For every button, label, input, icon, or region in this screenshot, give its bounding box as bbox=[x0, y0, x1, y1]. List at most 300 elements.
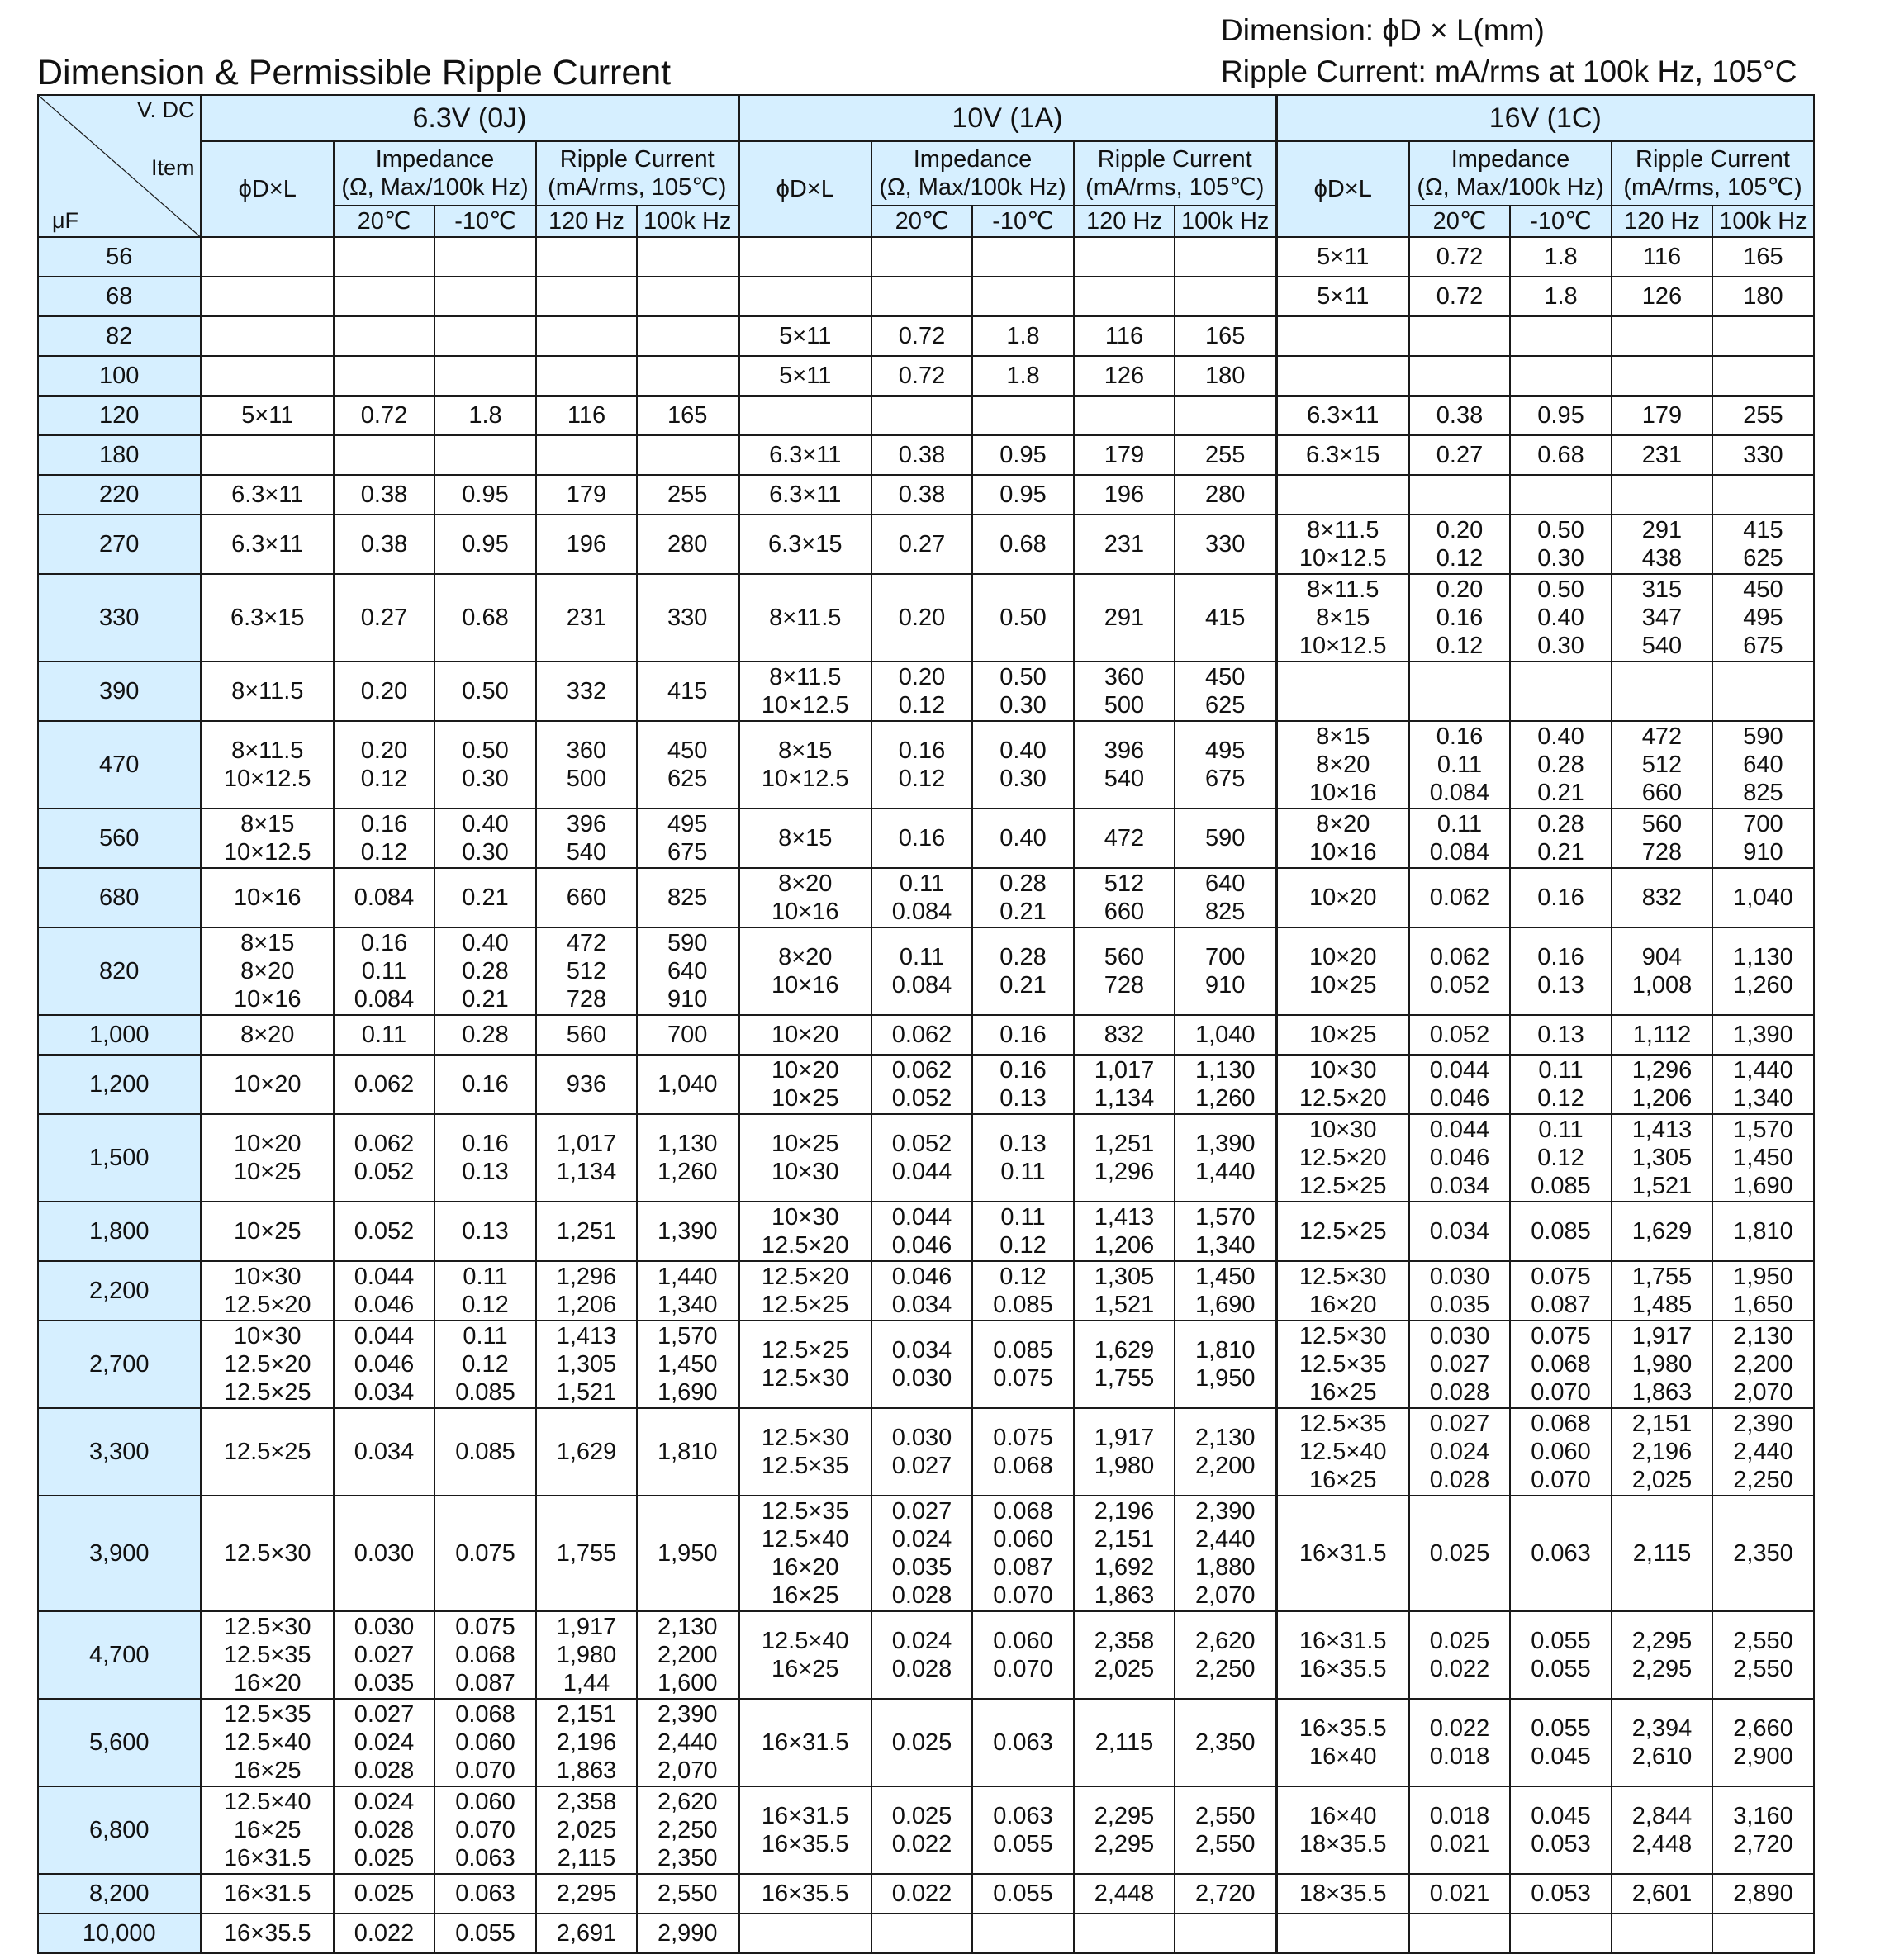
cell-value: 330 bbox=[1205, 531, 1246, 557]
cell-value: 1,521 bbox=[556, 1379, 617, 1406]
cell-value: 2,601 bbox=[1631, 1880, 1693, 1907]
cell-value: 0.063 bbox=[455, 1880, 515, 1907]
cell-value: 0.084 bbox=[1429, 780, 1490, 806]
cell-value: 1,880 bbox=[1194, 1554, 1256, 1581]
cell-value: 472 bbox=[1104, 825, 1145, 851]
cell-value: 0.052 bbox=[354, 1218, 415, 1245]
cell-value: 1,810 bbox=[1733, 1218, 1793, 1245]
impedance-20c-cell bbox=[871, 1321, 972, 1408]
impedance-minus10c-cell bbox=[1510, 316, 1612, 356]
cell-value: 1.8 bbox=[1544, 244, 1578, 270]
size-cell bbox=[738, 356, 871, 396]
cell-value: 1.8 bbox=[468, 402, 502, 429]
cell-value: 0.052 bbox=[1429, 1021, 1490, 1048]
cell-value: 12.5×25 bbox=[223, 1379, 311, 1406]
cell-value: 0.052 bbox=[891, 1085, 952, 1112]
impedance-minus10c-cell bbox=[972, 356, 1074, 396]
cell-value: 0.11 bbox=[899, 944, 945, 970]
cell-value: 560 bbox=[1104, 944, 1145, 970]
cell-value: 12.5×40 bbox=[761, 1526, 849, 1553]
ripple-100khz-cell bbox=[1175, 1321, 1276, 1408]
impedance-20c-cell bbox=[1409, 574, 1510, 662]
cell-value: 0.40 bbox=[1537, 605, 1584, 631]
cell-value: 1,251 bbox=[1094, 1131, 1155, 1157]
impedance-minus10c-cell bbox=[1510, 1015, 1612, 1055]
table-row bbox=[38, 515, 1814, 574]
capacitance-cell: 220 bbox=[38, 475, 201, 515]
impedance-20c-cell bbox=[334, 277, 434, 316]
ripple-100khz-cell bbox=[1175, 927, 1276, 1015]
cell-value: 472 bbox=[566, 930, 607, 956]
cell-value: 2,196 bbox=[1631, 1439, 1693, 1465]
impedance-minus10c-cell bbox=[1510, 277, 1612, 316]
cell-value: 16×20 bbox=[772, 1554, 839, 1581]
impedance-20c-cell bbox=[334, 316, 434, 356]
cell-value: 8×11.5 bbox=[769, 605, 842, 631]
ripple-header bbox=[536, 141, 738, 206]
freq-100khz-header: 100k Hz bbox=[637, 206, 738, 237]
cell-value: 1,390 bbox=[1194, 1131, 1256, 1157]
cell-value: 12.5×40 bbox=[223, 1729, 311, 1756]
impedance-20c-cell bbox=[1409, 1114, 1510, 1202]
cell-value: 675 bbox=[1205, 766, 1246, 792]
cell-value: 0.12 bbox=[1537, 1085, 1584, 1112]
impedance-20c-cell bbox=[334, 662, 434, 721]
impedance-minus10c-cell bbox=[1510, 1611, 1612, 1699]
cell-value: 0.035 bbox=[354, 1670, 415, 1696]
table-row bbox=[38, 1408, 1814, 1496]
cell-value: 1,305 bbox=[556, 1351, 617, 1378]
cell-value: 18×35.5 bbox=[1299, 1831, 1387, 1857]
cell-value: 0.027 bbox=[1429, 1411, 1490, 1437]
cell-value: 0.063 bbox=[993, 1803, 1053, 1829]
cell-value: 1,305 bbox=[1094, 1264, 1155, 1290]
cell-value: 472 bbox=[1641, 723, 1683, 750]
impedance-minus10c-cell bbox=[434, 356, 536, 396]
cell-value: 126 bbox=[1641, 283, 1683, 310]
cell-value: 910 bbox=[1205, 972, 1246, 998]
cell-value: 255 bbox=[1205, 442, 1246, 468]
cell-value: 0.025 bbox=[354, 1845, 415, 1871]
impedance-minus10c-cell bbox=[1510, 1114, 1612, 1202]
impedance-20c-cell bbox=[1409, 1914, 1510, 1953]
capacitance-cell: 3,300 bbox=[38, 1408, 201, 1496]
cell-value: 0.025 bbox=[1429, 1628, 1490, 1654]
cell-value: 0.034 bbox=[354, 1379, 415, 1406]
cell-value: 0.72 bbox=[360, 402, 408, 429]
ripple-100khz-cell bbox=[1175, 1408, 1276, 1496]
ripple-120hz-cell bbox=[1074, 277, 1175, 316]
table-row bbox=[38, 1261, 1814, 1321]
impedance-minus10c-cell bbox=[972, 868, 1074, 927]
ripple-120hz-cell bbox=[1612, 277, 1712, 316]
cell-value: 16×35.5 bbox=[1299, 1656, 1387, 1682]
impedance-20c-cell bbox=[334, 1114, 434, 1202]
size-cell bbox=[1276, 277, 1409, 316]
table-row bbox=[38, 1015, 1814, 1055]
cell-value: 910 bbox=[667, 986, 708, 1013]
ripple-120hz-cell bbox=[1074, 396, 1175, 435]
size-cell bbox=[201, 1114, 334, 1202]
cell-value: 0.028 bbox=[891, 1656, 952, 1682]
cell-value: 2,390 bbox=[1194, 1498, 1256, 1525]
cell-value: 1,650 bbox=[1733, 1292, 1793, 1318]
table-row bbox=[38, 435, 1814, 475]
size-cell bbox=[738, 1611, 871, 1699]
cell-value: 12.5×40 bbox=[1299, 1439, 1387, 1465]
size-cell bbox=[1276, 1114, 1409, 1202]
cell-value: 0.025 bbox=[891, 1729, 952, 1756]
cell-value: 0.11 bbox=[1436, 752, 1483, 778]
ripple-120hz-cell bbox=[1074, 356, 1175, 396]
cell-value: 10×16 bbox=[772, 972, 839, 998]
cell-value: 560 bbox=[1641, 811, 1683, 837]
cell-value: 2,130 bbox=[1733, 1323, 1793, 1349]
spec-table bbox=[37, 94, 1815, 1954]
table-row bbox=[38, 1202, 1814, 1261]
impedance-20c-cell bbox=[871, 1611, 972, 1699]
cell-value: 2,610 bbox=[1631, 1743, 1693, 1770]
cell-value: 16×35.5 bbox=[223, 1920, 311, 1947]
cell-value: 10×16 bbox=[234, 986, 302, 1013]
freq-100khz-header: 100k Hz bbox=[1175, 206, 1276, 237]
cell-value: 255 bbox=[1743, 402, 1783, 429]
impedance-20c-cell bbox=[334, 574, 434, 662]
cell-value: 0.034 bbox=[891, 1292, 952, 1318]
cell-value: 1,440 bbox=[1733, 1057, 1793, 1084]
ripple-100khz-cell bbox=[1175, 574, 1276, 662]
impedance-20c-cell bbox=[334, 721, 434, 809]
ripple-120hz-cell bbox=[536, 662, 637, 721]
size-cell bbox=[1276, 662, 1409, 721]
cell-value: 0.16 bbox=[360, 930, 408, 956]
cell-value: 332 bbox=[566, 678, 607, 704]
cell-value: 0.063 bbox=[455, 1845, 515, 1871]
ripple-100khz-cell bbox=[1712, 237, 1814, 277]
impedance-minus10c-cell bbox=[1510, 1055, 1612, 1114]
size-cell bbox=[1276, 1496, 1409, 1611]
impedance-20c-cell bbox=[1409, 1408, 1510, 1496]
cell-value: 2,358 bbox=[556, 1789, 617, 1815]
cell-value: 2,196 bbox=[1094, 1498, 1155, 1525]
cell-value: 0.21 bbox=[999, 972, 1047, 998]
cell-value: 180 bbox=[1205, 362, 1246, 389]
impedance-minus10c-cell bbox=[972, 721, 1074, 809]
impedance-minus10c-cell bbox=[434, 662, 536, 721]
cell-value: 2,720 bbox=[1733, 1831, 1793, 1857]
size-cell bbox=[201, 316, 334, 356]
impedance-20c-cell bbox=[1409, 868, 1510, 927]
capacitance-cell: 100 bbox=[38, 356, 201, 396]
impedance-20c-cell bbox=[334, 515, 434, 574]
ripple-100khz-cell bbox=[637, 1611, 738, 1699]
impedance-minus10c-cell bbox=[434, 868, 536, 927]
cell-value: 6.3×11 bbox=[1307, 402, 1379, 429]
dxl-header: ϕD×L bbox=[1276, 141, 1409, 237]
ripple-120hz-cell bbox=[1612, 1914, 1712, 1953]
ripple-100khz-cell bbox=[1175, 1914, 1276, 1953]
cell-value: 0.27 bbox=[1436, 442, 1484, 468]
cell-value: 2,448 bbox=[1094, 1880, 1155, 1907]
impedance-minus10c-cell bbox=[1510, 662, 1612, 721]
cell-value: 1,296 bbox=[556, 1264, 617, 1290]
cell-value: 2,295 bbox=[1094, 1831, 1155, 1857]
cell-value: 2,115 bbox=[557, 1845, 616, 1871]
cell-value: 2,025 bbox=[1631, 1467, 1693, 1493]
cell-value: 700 bbox=[667, 1021, 708, 1048]
cell-value: 2,070 bbox=[657, 1757, 718, 1784]
size-cell bbox=[201, 1496, 334, 1611]
cell-value: 1,413 bbox=[556, 1323, 617, 1349]
cell-value: 10×12.5 bbox=[223, 839, 311, 866]
impedance-minus10c-cell bbox=[972, 396, 1074, 435]
cell-value: 0.084 bbox=[354, 885, 415, 911]
ripple-120hz-cell bbox=[1612, 1699, 1712, 1786]
size-cell bbox=[201, 1786, 334, 1874]
cell-value: 1,260 bbox=[1194, 1085, 1256, 1112]
cell-value: 625 bbox=[667, 766, 708, 792]
ripple-100khz-cell bbox=[637, 1114, 738, 1202]
cell-value: 116 bbox=[1642, 244, 1682, 270]
ripple-120hz-cell bbox=[1074, 435, 1175, 475]
size-cell bbox=[738, 1874, 871, 1914]
size-cell bbox=[201, 1202, 334, 1261]
ripple-120hz-cell bbox=[536, 721, 637, 809]
capacitance-cell: 470 bbox=[38, 721, 201, 809]
cell-value: 10×20 bbox=[234, 1071, 302, 1098]
ripple-120hz-cell bbox=[1612, 435, 1712, 475]
impedance-20c-cell bbox=[871, 277, 972, 316]
impedance-minus10c-cell bbox=[972, 574, 1074, 662]
cell-value: 512 bbox=[1641, 752, 1683, 778]
impedance-minus10c-cell bbox=[1510, 1202, 1612, 1261]
ripple-100khz-cell bbox=[1175, 662, 1276, 721]
cell-value: 1,413 bbox=[1094, 1204, 1155, 1231]
ripple-header-line: Ripple Current bbox=[1636, 146, 1790, 173]
cell-value: 0.11 bbox=[463, 1323, 508, 1349]
impedance-20c-cell bbox=[334, 1055, 434, 1114]
impedance-20c-cell bbox=[1409, 1321, 1510, 1408]
cell-value: 0.034 bbox=[1429, 1218, 1490, 1245]
cell-value: 12.5×30 bbox=[1299, 1323, 1387, 1349]
cell-value: 16×35.5 bbox=[761, 1880, 849, 1907]
cell-value: 10×12.5 bbox=[761, 692, 849, 719]
size-cell bbox=[738, 1699, 871, 1786]
cell-value: 10×12.5 bbox=[1299, 633, 1387, 659]
ripple-120hz-cell bbox=[1074, 1408, 1175, 1496]
capacitance-cell: 2,200 bbox=[38, 1261, 201, 1321]
cell-value: 0.018 bbox=[1429, 1803, 1490, 1829]
cell-value: 2,025 bbox=[1094, 1656, 1155, 1682]
impedance-minus10c-cell bbox=[1510, 868, 1612, 927]
cell-value: 728 bbox=[1641, 839, 1683, 866]
cell-value: 8×15 bbox=[778, 737, 833, 764]
cell-value: 8×20 bbox=[240, 1021, 295, 1048]
ripple-100khz-cell bbox=[1712, 927, 1814, 1015]
cell-value: 0.38 bbox=[360, 531, 408, 557]
capacitance-cell: 3,900 bbox=[38, 1496, 201, 1611]
table-row bbox=[38, 1114, 1814, 1202]
cell-value: 0.068 bbox=[1531, 1411, 1591, 1437]
impedance-minus10c-cell bbox=[1510, 1699, 1612, 1786]
impedance-minus10c-cell bbox=[972, 1786, 1074, 1874]
ripple-120hz-cell bbox=[536, 1261, 637, 1321]
table-row bbox=[38, 868, 1814, 927]
cell-value: 10×16 bbox=[1309, 839, 1377, 866]
cell-value: 0.72 bbox=[1436, 244, 1484, 270]
cell-value: 2,550 bbox=[1733, 1628, 1793, 1654]
ripple-100khz-cell bbox=[637, 1786, 738, 1874]
capacitance-cell: 270 bbox=[38, 515, 201, 574]
cell-value: 12.5×25 bbox=[1299, 1218, 1387, 1245]
impedance-minus10c-cell bbox=[434, 574, 536, 662]
cell-value: 0.21 bbox=[1537, 780, 1584, 806]
cell-value: 280 bbox=[667, 531, 708, 557]
cell-value: 16×25 bbox=[1309, 1467, 1377, 1493]
cell-value: 0.28 bbox=[462, 958, 509, 984]
cell-value: 0.046 bbox=[354, 1351, 415, 1378]
cell-value: 0.13 bbox=[999, 1085, 1047, 1112]
cell-value: 660 bbox=[566, 885, 607, 911]
cell-value: 0.16 bbox=[898, 825, 946, 851]
ripple-100khz-cell bbox=[1712, 662, 1814, 721]
cell-value: 0.062 bbox=[891, 1021, 952, 1048]
impedance-minus10c-cell bbox=[972, 1408, 1074, 1496]
table-row bbox=[38, 1321, 1814, 1408]
cell-value: 0.11 bbox=[1000, 1159, 1046, 1185]
ripple-100khz-cell bbox=[1175, 1699, 1276, 1786]
ripple-100khz-cell bbox=[1712, 1114, 1814, 1202]
size-cell bbox=[201, 237, 334, 277]
ripple-100khz-cell bbox=[1175, 435, 1276, 475]
cell-value: 0.053 bbox=[1531, 1831, 1591, 1857]
ripple-120hz-cell bbox=[1612, 1202, 1712, 1261]
cell-value: 2,200 bbox=[1733, 1351, 1793, 1378]
impedance-minus10c-cell bbox=[972, 316, 1074, 356]
ripple-120hz-cell bbox=[536, 927, 637, 1015]
cell-value: 0.12 bbox=[462, 1292, 509, 1318]
freq-120hz-header: 120 Hz bbox=[1612, 206, 1712, 237]
cell-value: 0.087 bbox=[1531, 1292, 1591, 1318]
impedance-20c-cell bbox=[1409, 1055, 1510, 1114]
cell-value: 8×20 bbox=[1316, 811, 1370, 837]
cell-value: 12.5×30 bbox=[761, 1425, 849, 1451]
impedance-minus10c-cell bbox=[972, 1874, 1074, 1914]
impedance-minus10c-cell bbox=[972, 1611, 1074, 1699]
cell-value: 0.12 bbox=[898, 692, 946, 719]
cell-value: 540 bbox=[566, 839, 607, 866]
size-cell bbox=[738, 809, 871, 868]
impedance-minus10c-cell bbox=[972, 662, 1074, 721]
ripple-100khz-cell bbox=[637, 515, 738, 574]
cell-value: 500 bbox=[1104, 692, 1145, 719]
cell-value: 0.16 bbox=[898, 737, 946, 764]
cell-value: 0.030 bbox=[1429, 1264, 1490, 1290]
ripple-120hz-cell bbox=[1074, 1699, 1175, 1786]
impedance-20c-cell bbox=[871, 237, 972, 277]
cell-value: 0.11 bbox=[1436, 811, 1483, 837]
impedance-20c-cell bbox=[871, 721, 972, 809]
cell-value: 1,134 bbox=[1094, 1085, 1155, 1112]
ripple-100khz-cell bbox=[1712, 396, 1814, 435]
cell-value: 12.5×35 bbox=[761, 1453, 849, 1479]
cell-value: 904 bbox=[1641, 944, 1683, 970]
size-cell bbox=[1276, 237, 1409, 277]
cell-value: 0.12 bbox=[360, 766, 408, 792]
cell-value: 0.12 bbox=[462, 1351, 509, 1378]
cell-value: 0.021 bbox=[1429, 1880, 1490, 1907]
impedance-20c-cell bbox=[334, 1408, 434, 1496]
cell-value: 0.060 bbox=[993, 1628, 1053, 1654]
cell-value: 12.5×20 bbox=[1299, 1085, 1387, 1112]
cell-value: 0.027 bbox=[354, 1701, 415, 1728]
cell-value: 0.046 bbox=[1429, 1145, 1490, 1171]
size-cell bbox=[201, 1321, 334, 1408]
impedance-minus10c-cell bbox=[1510, 396, 1612, 435]
cell-value: 1.8 bbox=[1006, 323, 1040, 349]
cell-value: 0.028 bbox=[1429, 1379, 1490, 1406]
cell-value: 0.034 bbox=[354, 1439, 415, 1465]
impedance-20c-cell bbox=[1409, 1261, 1510, 1321]
cell-value: 0.085 bbox=[993, 1292, 1053, 1318]
corner-vdc-label: V. DC bbox=[136, 97, 195, 122]
cell-value: 0.068 bbox=[455, 1642, 515, 1668]
ripple-100khz-cell bbox=[1712, 1699, 1814, 1786]
ripple-100khz-cell bbox=[637, 1914, 738, 1953]
cell-value: 590 bbox=[1205, 825, 1246, 851]
cell-value: 0.21 bbox=[999, 899, 1047, 925]
ripple-120hz-cell bbox=[536, 1114, 637, 1202]
impedance-20c-cell bbox=[1409, 515, 1510, 574]
cell-value: 2,250 bbox=[1194, 1656, 1256, 1682]
ripple-120hz-cell bbox=[536, 1786, 637, 1874]
cell-value: 10×16 bbox=[234, 885, 302, 911]
cell-value: 1,130 bbox=[1194, 1057, 1256, 1084]
size-cell bbox=[738, 1114, 871, 1202]
impedance-header bbox=[334, 141, 536, 206]
cell-value: 6.3×11 bbox=[769, 481, 842, 508]
cell-value: 2,900 bbox=[1733, 1743, 1793, 1770]
cell-value: 0.16 bbox=[462, 1071, 509, 1098]
impedance-minus10c-cell bbox=[1510, 1914, 1612, 1953]
ripple-100khz-cell bbox=[637, 1321, 738, 1408]
impedance-minus10c-cell bbox=[434, 1496, 536, 1611]
cell-value: 825 bbox=[1205, 899, 1246, 925]
cell-value: 0.027 bbox=[354, 1642, 415, 1668]
ripple-120hz-cell bbox=[1612, 574, 1712, 662]
impedance-20c-cell bbox=[1409, 237, 1510, 277]
impedance-20c-cell bbox=[871, 1114, 972, 1202]
ripple-header-line: Ripple Current bbox=[559, 146, 715, 173]
ripple-100khz-cell bbox=[637, 277, 738, 316]
size-cell bbox=[1276, 1914, 1409, 1953]
cell-value: 2,196 bbox=[556, 1729, 617, 1756]
ripple-120hz-cell bbox=[536, 868, 637, 927]
cell-value: 291 bbox=[1641, 517, 1683, 543]
cell-value: 0.045 bbox=[1531, 1803, 1591, 1829]
size-cell bbox=[201, 1261, 334, 1321]
cell-value: 16×25 bbox=[1309, 1379, 1377, 1406]
cell-value: 1,690 bbox=[1194, 1292, 1256, 1318]
cell-value: 0.38 bbox=[898, 442, 946, 468]
cell-value: 0.13 bbox=[999, 1131, 1047, 1157]
impedance-20c-cell bbox=[871, 1699, 972, 1786]
cell-value: 675 bbox=[1743, 633, 1783, 659]
ripple-120hz-cell bbox=[1074, 574, 1175, 662]
cell-value: 1,570 bbox=[1194, 1204, 1256, 1231]
size-cell bbox=[738, 396, 871, 435]
freq-100khz-header: 100k Hz bbox=[1712, 206, 1814, 237]
